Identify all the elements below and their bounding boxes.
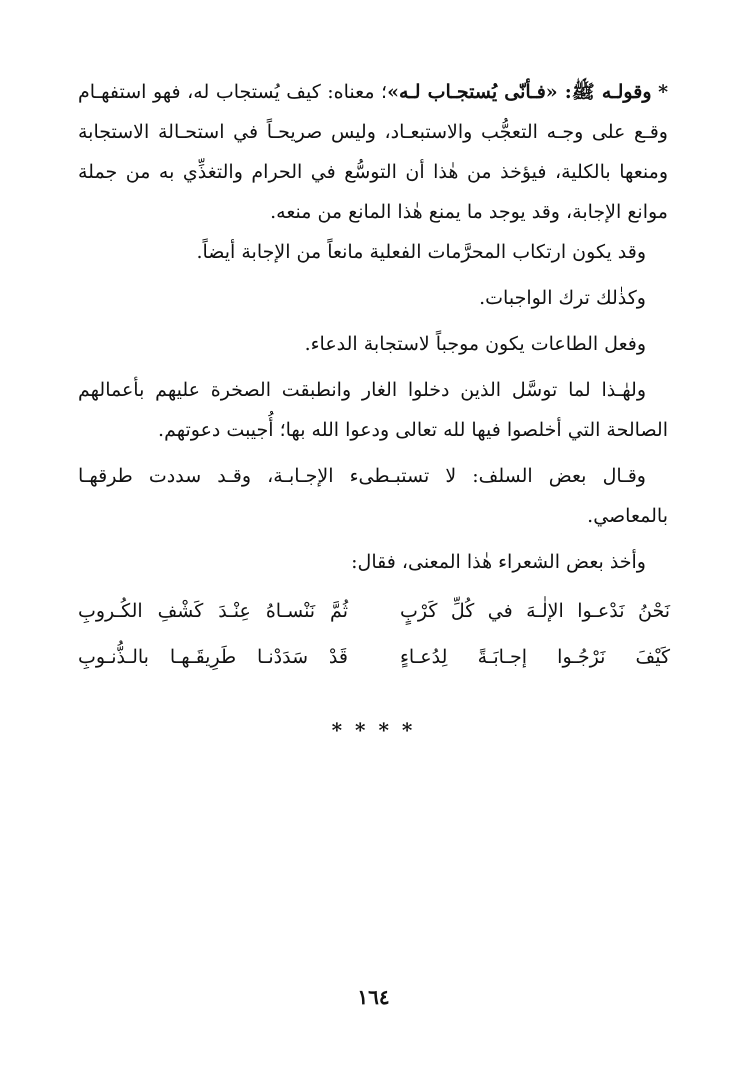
poem — [78, 588, 670, 680]
paragraph: وكذٰلك ترك الواجبات. — [479, 287, 646, 309]
verse-first-hemistich: نَحْنُ نَدْعـوا الإلٰـهَ في كُلِّ كَرْبٍ — [400, 600, 670, 622]
page-number: ١٦٤ — [357, 985, 390, 1009]
paragraph: وأخذ بعض الشعراء هٰذا المعنى، فقال: — [351, 551, 646, 573]
paragraph: ولهٰـذا لما توسَّل الذين دخلوا الغار وانطبقت الصخرة عليهم بأعمالهم الصالحة التي أخلصوا فيها لله تعالى ودعوا الله بها؛ أُجيبت دعوتهم. — [78, 379, 668, 441]
poem-verse — [78, 634, 670, 680]
verse-second-hemistich: قَدْ سَدَدْنـا طَرِيقَـهـا بالـذُّنـوبِ — [78, 646, 348, 668]
paragraph-opening — [78, 72, 668, 232]
paragraph: وقد يكون ارتكاب المحرَّمات الفعلية مانعاً من الإجابة أيضاً. — [196, 241, 646, 263]
section-separator: * * * * — [331, 718, 416, 742]
verse-second-hemistich: ثُمَّ نَنْسـاهُ عِنْـدَ كَشْفِ الكُـروبِ — [78, 600, 348, 622]
opening-text: ؛ معناه: كيف يُستجاب له، فهو استفهـام وقـع على وجـه التعجُّب والاستبعـاد، وليس صريحـاً في استحـالة الاستجابة ومنعها بالكلية، فيؤخذ من هٰذا أن التوسُّع في الحرام والتغذِّي به من جملة موانع الإجابة، وقد يوجد ما يمنع هٰذا المانع من منعه. — [78, 81, 668, 223]
opening-marker: * — [658, 81, 669, 103]
poem-verse — [78, 588, 670, 634]
hadith-quote: وقولـه ﷺ: «فـأنّى يُستجـاب لـه» — [387, 81, 652, 103]
paragraph: وفعل الطاعات يكون موجباً لاستجابة الدعاء. — [304, 333, 646, 355]
paragraph: وقـال بعض السلف: لا تستبـطىء الإجـابـة، وقـد سددت طرقهـا بالمعاصي. — [78, 465, 668, 527]
verse-first-hemistich: كَيْفَ نَرْجُـوا إجـابَـةً لِدُعـاءٍ — [400, 646, 670, 668]
body-text — [78, 72, 668, 582]
